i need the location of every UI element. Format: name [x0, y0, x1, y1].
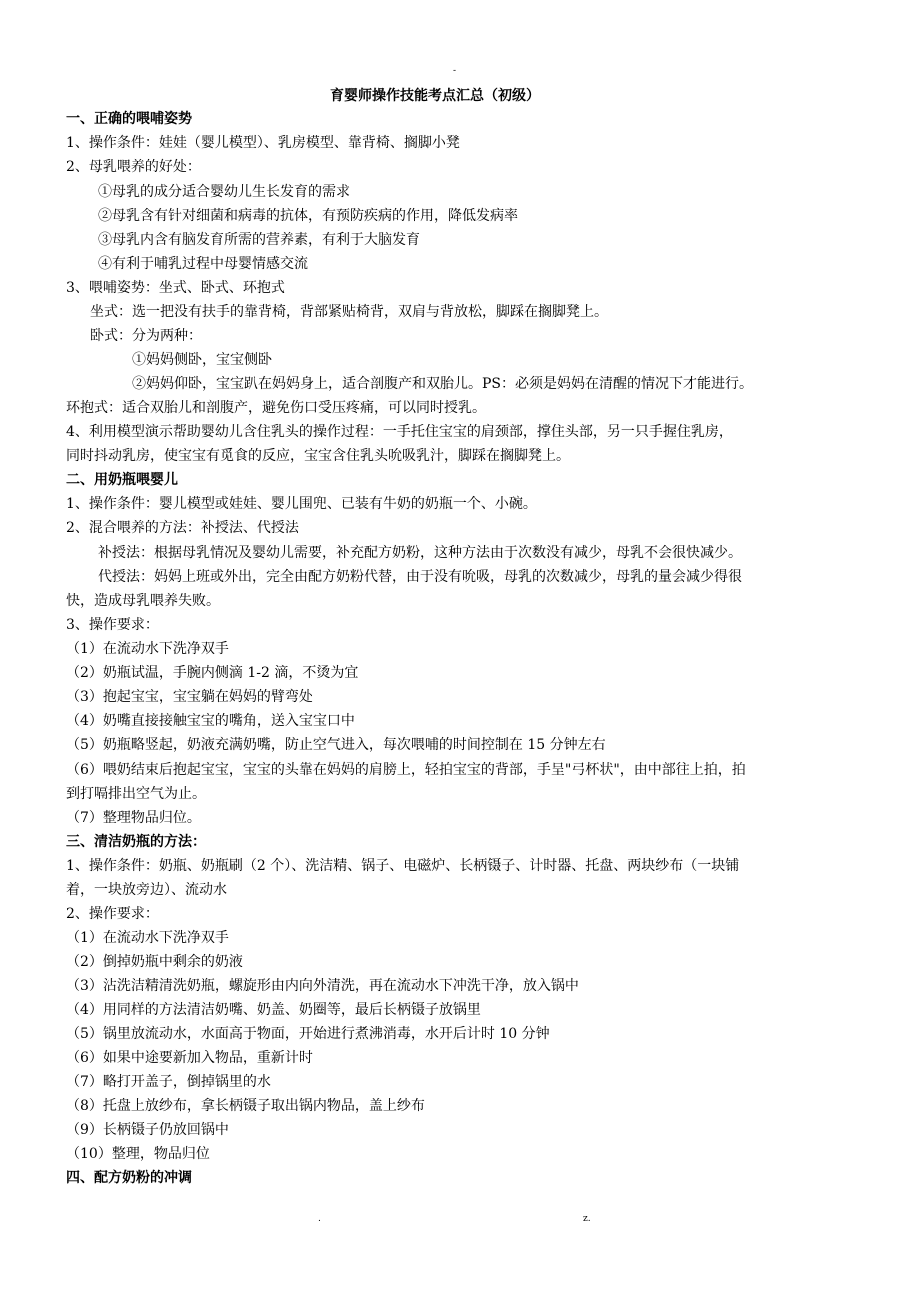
section-3-item-1-line-1: 1、操作条件：奶瓶、奶瓶刷（2 个）、洗洁精、锅子、电磁炉、长柄镊子、计时器、托盘、两块纱布（一块铺: [66, 858, 740, 874]
benefit-3: ③母乳内含有脑发育所需的营养素，有利于大脑发育: [98, 232, 420, 248]
feeding-step-6-line-1: （6）喂奶结束后抱起宝宝，宝宝的头靠在妈妈的肩膀上，轻拍宝宝的背部，手呈"弓杯状"，由中部往上拍，拍: [66, 762, 746, 778]
section-2-item-3: 3、操作要求：: [66, 617, 159, 633]
section-3-item-2: 2、操作要求：: [66, 906, 159, 922]
section-4-heading: 四、配方奶粉的冲调: [66, 1170, 192, 1186]
replacement-feeding-line-1: 代授法：妈妈上班或外出，完全由配方奶粉代替，由于没有吮吸，母乳的次数减少，母乳的量会减少得很: [98, 569, 742, 585]
feeding-step-4: （4）奶嘴直接接触宝宝的嘴角，送入宝宝口中: [66, 713, 355, 729]
replacement-feeding-line-2: 快，造成母乳喂养失败。: [66, 593, 220, 609]
page-title: 育婴师操作技能考点汇总（初级）: [330, 88, 540, 104]
cleaning-step-9: （9）长柄镊子仍放回锅中: [66, 1122, 229, 1138]
cleaning-step-8: （8）托盘上放纱布，拿长柄镊子取出锅内物品，盖上纱布: [66, 1098, 425, 1114]
cleaning-step-10: （10）整理，物品归位: [66, 1146, 210, 1162]
section-3-heading: 三、清洁奶瓶的方法：: [66, 834, 206, 850]
feeding-step-1: （1）在流动水下洗净双手: [66, 641, 229, 657]
feeding-step-2: （2）奶瓶试温，手腕内侧滴 1-2 滴，不烫为宜: [66, 665, 359, 681]
feeding-step-7: （7）整理物品归位。: [66, 810, 201, 826]
cleaning-step-7: （7）略打开盖子，倒掉锅里的水: [66, 1074, 271, 1090]
feeding-step-6-line-2: 到打嗝排出空气为止。: [66, 786, 206, 802]
lying-posture-1: ①妈妈侧卧，宝宝侧卧: [132, 352, 272, 368]
footer-right-marker: z.: [583, 1214, 591, 1224]
footer-left-marker: .: [318, 1214, 321, 1224]
benefit-2: ②母乳含有针对细菌和病毒的抗体，有预防疾病的作用，降低发病率: [98, 208, 518, 224]
section-1-item-4-line-1: 4、利用模型演示帮助婴幼儿含住乳头的操作过程：一手托住宝宝的肩颈部，撑住头部，另一只手握住乳房，: [66, 424, 733, 440]
cleaning-step-6: （6）如果中途要新加入物品，重新计时: [66, 1050, 313, 1066]
cleaning-step-3: （3）沾洗洁精清洗奶瓶，螺旋形由内向外清洗，再在流动水下冲洗干净，放入锅中: [66, 978, 579, 994]
section-1-heading: 一、正确的喂哺姿势: [66, 111, 192, 127]
supplementary-feeding: 补授法：根据母乳情况及婴幼儿需要，补充配方奶粉，这种方法由于次数没有减少，母乳不会很快减少。: [98, 545, 742, 561]
cleaning-step-1: （1）在流动水下洗净双手: [66, 930, 229, 946]
section-2-item-1: 1、操作条件：婴儿模型或娃娃、婴儿围兜、已装有牛奶的奶瓶一个、小碗。: [66, 496, 537, 512]
feeding-step-5: （5）奶瓶略竖起，奶液充满奶嘴，防止空气进入，每次喂哺的时间控制在 15 分钟左右: [66, 737, 606, 753]
benefit-4: ④有利于哺乳过程中母婴情感交流: [98, 256, 308, 272]
section-1-item-1: 1、操作条件：娃娃（婴儿模型）、乳房模型、靠背椅、搁脚小凳: [66, 135, 460, 151]
cleaning-step-5: （5）锅里放流动水，水面高于物面，开始进行煮沸消毒，水开后计时 10 分钟: [66, 1026, 550, 1042]
section-1-item-2: 2、母乳喂养的好处：: [66, 159, 201, 175]
lying-posture-2: ②妈妈仰卧，宝宝趴在妈妈身上，适合剖腹产和双胎儿。PS：必须是妈妈在清醒的情况下才能进行。: [132, 376, 754, 392]
feeding-step-3: （3）抱起宝宝，宝宝躺在妈妈的臂弯处: [66, 689, 313, 705]
header-marker: -: [453, 66, 457, 76]
section-3-item-1-line-2: 着，一块放旁边）、流动水: [66, 882, 227, 898]
section-1-item-3: 3、喂哺姿势：坐式、卧式、环抱式: [66, 280, 285, 296]
section-1-item-4-line-2: 同时抖动乳房，使宝宝有觅食的反应，宝宝含住乳头吮吸乳汁，脚踩在搁脚凳上。: [66, 448, 570, 464]
lying-posture: 卧式：分为两种：: [90, 328, 202, 344]
sitting-posture: 坐式：选一把没有扶手的靠背椅，背部紧贴椅背，双肩与背放松，脚踩在搁脚凳上。: [90, 304, 608, 320]
benefit-1: ①母乳的成分适合婴幼儿生长发育的需求: [98, 184, 350, 200]
section-2-item-2: 2、混合喂养的方法：补授法、代授法: [66, 520, 299, 536]
cleaning-step-4: （4）用同样的方法清洁奶嘴、奶盖、奶圈等，最后长柄镊子放锅里: [66, 1002, 481, 1018]
cleaning-step-2: （2）倒掉奶瓶中剩余的奶液: [66, 954, 243, 970]
hug-posture: 环抱式：适合双胎儿和剖腹产，避免伤口受压疼痛，可以同时授乳。: [66, 400, 486, 416]
section-2-heading: 二、用奶瓶喂婴儿: [66, 472, 178, 488]
